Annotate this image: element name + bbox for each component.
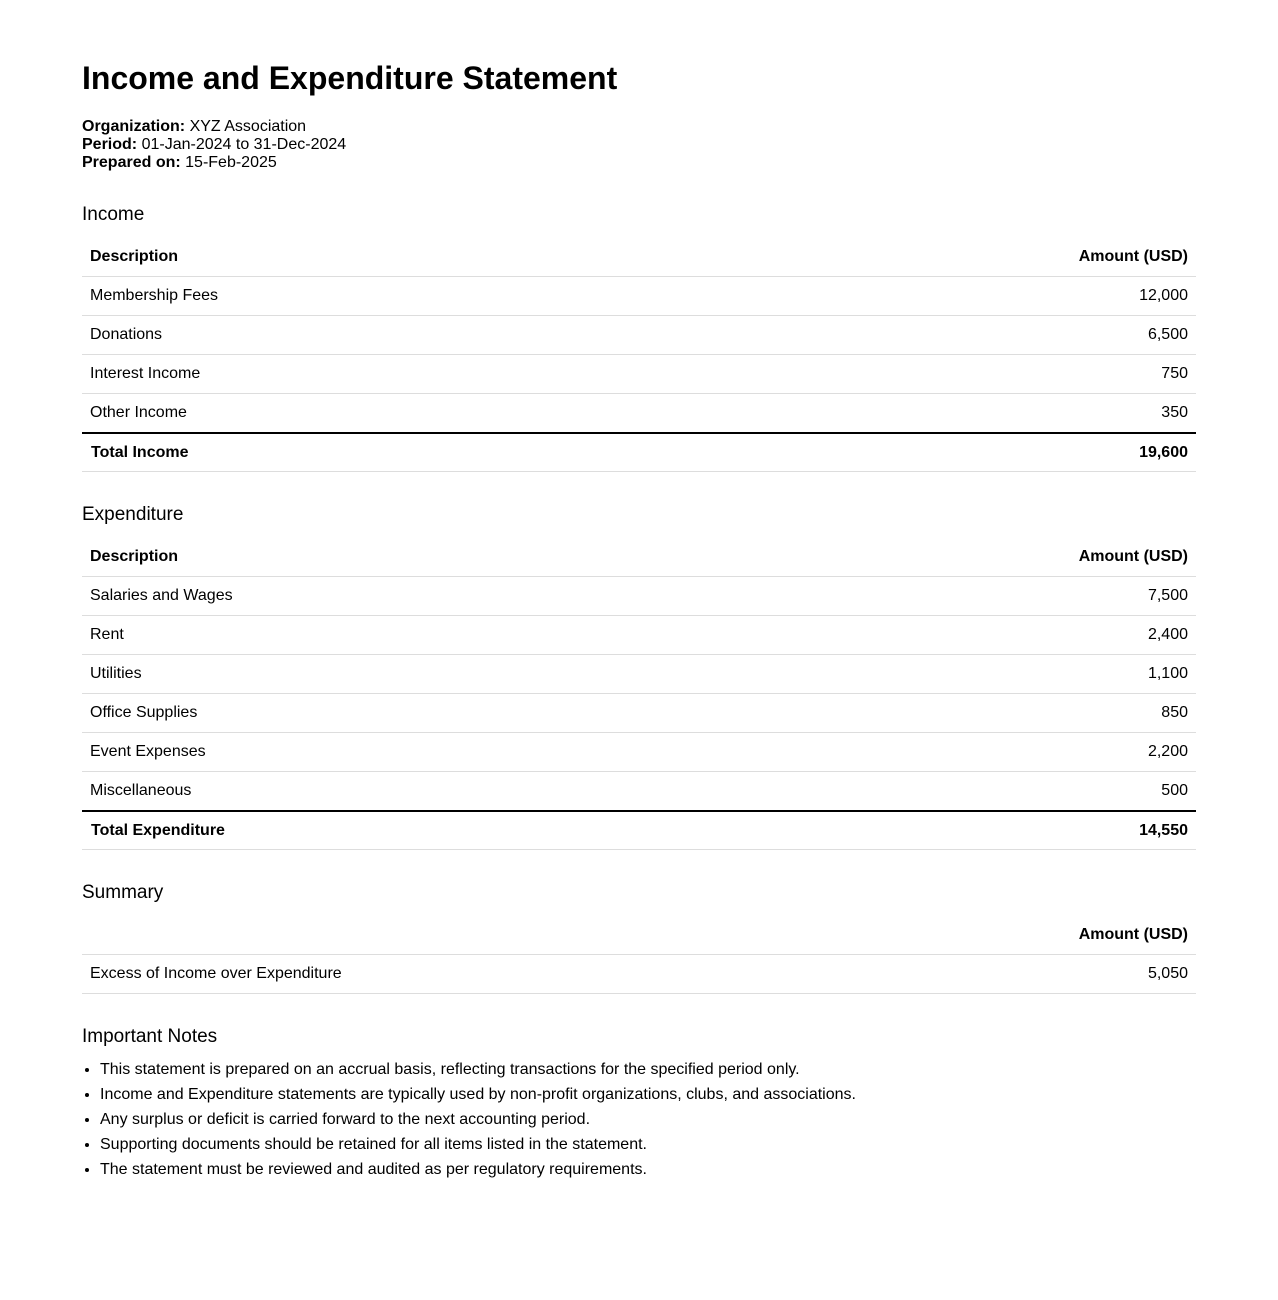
table-row — [82, 733, 1196, 772]
table-row — [82, 394, 1196, 434]
organization-label: Organization: — [82, 118, 186, 135]
expenditure-table — [82, 538, 1196, 850]
row-amount: 2,400 — [704, 616, 1196, 655]
table-row — [82, 694, 1196, 733]
total-income-row — [82, 433, 1196, 472]
notes-list — [82, 1057, 1196, 1182]
prepared-label: Prepared on: — [82, 154, 181, 171]
column-header-amount: Amount (USD) — [841, 916, 1196, 955]
list-item: • Any surplus or deficit is carried forward to the next accounting period. — [100, 1107, 1196, 1132]
row-description: Donations — [82, 316, 678, 355]
period-line — [82, 136, 1196, 154]
table-row — [82, 655, 1196, 694]
total-expenditure-row — [82, 811, 1196, 850]
total-expenditure-amount: 14,550 — [704, 811, 1196, 850]
row-amount: 350 — [678, 394, 1196, 434]
row-amount: 500 — [704, 772, 1196, 812]
income-heading: Income — [82, 204, 145, 225]
row-description: Utilities — [82, 655, 704, 694]
row-amount: 2,200 — [704, 733, 1196, 772]
income-section — [82, 204, 1196, 472]
notes-heading: Important Notes — [82, 1026, 218, 1047]
table-header-row — [82, 238, 1196, 277]
row-description: Rent — [82, 616, 704, 655]
expenditure-section — [82, 504, 1196, 850]
table-row — [82, 955, 1196, 994]
column-header-description: Description — [82, 538, 704, 577]
table-header-row — [82, 916, 1196, 955]
row-description: Miscellaneous — [82, 772, 704, 812]
row-description: Office Supplies — [82, 694, 704, 733]
summary-heading: Summary — [82, 882, 164, 903]
expenditure-heading: Expenditure — [82, 504, 184, 525]
organization-value: XYZ Association — [189, 118, 307, 135]
excess-amount: 5,050 — [841, 955, 1196, 994]
row-description: Event Expenses — [82, 733, 704, 772]
period-value: 01-Jan-2024 to 31-Dec-2024 — [141, 136, 347, 153]
total-expenditure-label: Total Expenditure — [82, 811, 704, 850]
total-income-label: Total Income — [82, 433, 678, 472]
summary-table — [82, 916, 1196, 994]
row-description: Membership Fees — [82, 277, 678, 316]
row-amount: 12,000 — [678, 277, 1196, 316]
notes-section — [82, 1026, 1196, 1182]
income-table — [82, 238, 1196, 472]
table-row — [82, 277, 1196, 316]
column-header-amount: Amount (USD) — [678, 238, 1196, 277]
prepared-value: 15-Feb-2025 — [185, 154, 277, 171]
list-item: • Supporting documents should be retained for all items listed in the statement. — [100, 1132, 1196, 1157]
page-title: Income and Expenditure Statement — [82, 60, 618, 96]
prepared-line — [82, 154, 1196, 172]
row-amount: 6,500 — [678, 316, 1196, 355]
table-row — [82, 316, 1196, 355]
list-item: • Income and Expenditure statements are typically used by non-profit organizations, clubs, and associations. — [100, 1082, 1196, 1107]
list-item: • The statement must be reviewed and audited as per regulatory requirements. — [100, 1157, 1196, 1182]
row-description: Salaries and Wages — [82, 577, 704, 616]
table-row — [82, 577, 1196, 616]
table-row — [82, 772, 1196, 812]
column-header-amount: Amount (USD) — [704, 538, 1196, 577]
column-header-empty — [82, 916, 841, 955]
table-row — [82, 616, 1196, 655]
row-amount: 750 — [678, 355, 1196, 394]
excess-label: Excess of Income over Expenditure — [82, 955, 841, 994]
row-amount: 7,500 — [704, 577, 1196, 616]
row-amount: 1,100 — [704, 655, 1196, 694]
statement-meta — [82, 118, 1196, 172]
row-description: Other Income — [82, 394, 678, 434]
table-row — [82, 355, 1196, 394]
organization-line — [82, 118, 1196, 136]
total-income-amount: 19,600 — [678, 433, 1196, 472]
row-amount: 850 — [704, 694, 1196, 733]
column-header-description: Description — [82, 238, 678, 277]
table-header-row — [82, 538, 1196, 577]
period-label: Period: — [82, 136, 138, 153]
summary-section — [82, 882, 1196, 994]
row-description: Interest Income — [82, 355, 678, 394]
list-item: • This statement is prepared on an accrual basis, reflecting transactions for the specified period only. — [100, 1057, 1196, 1082]
